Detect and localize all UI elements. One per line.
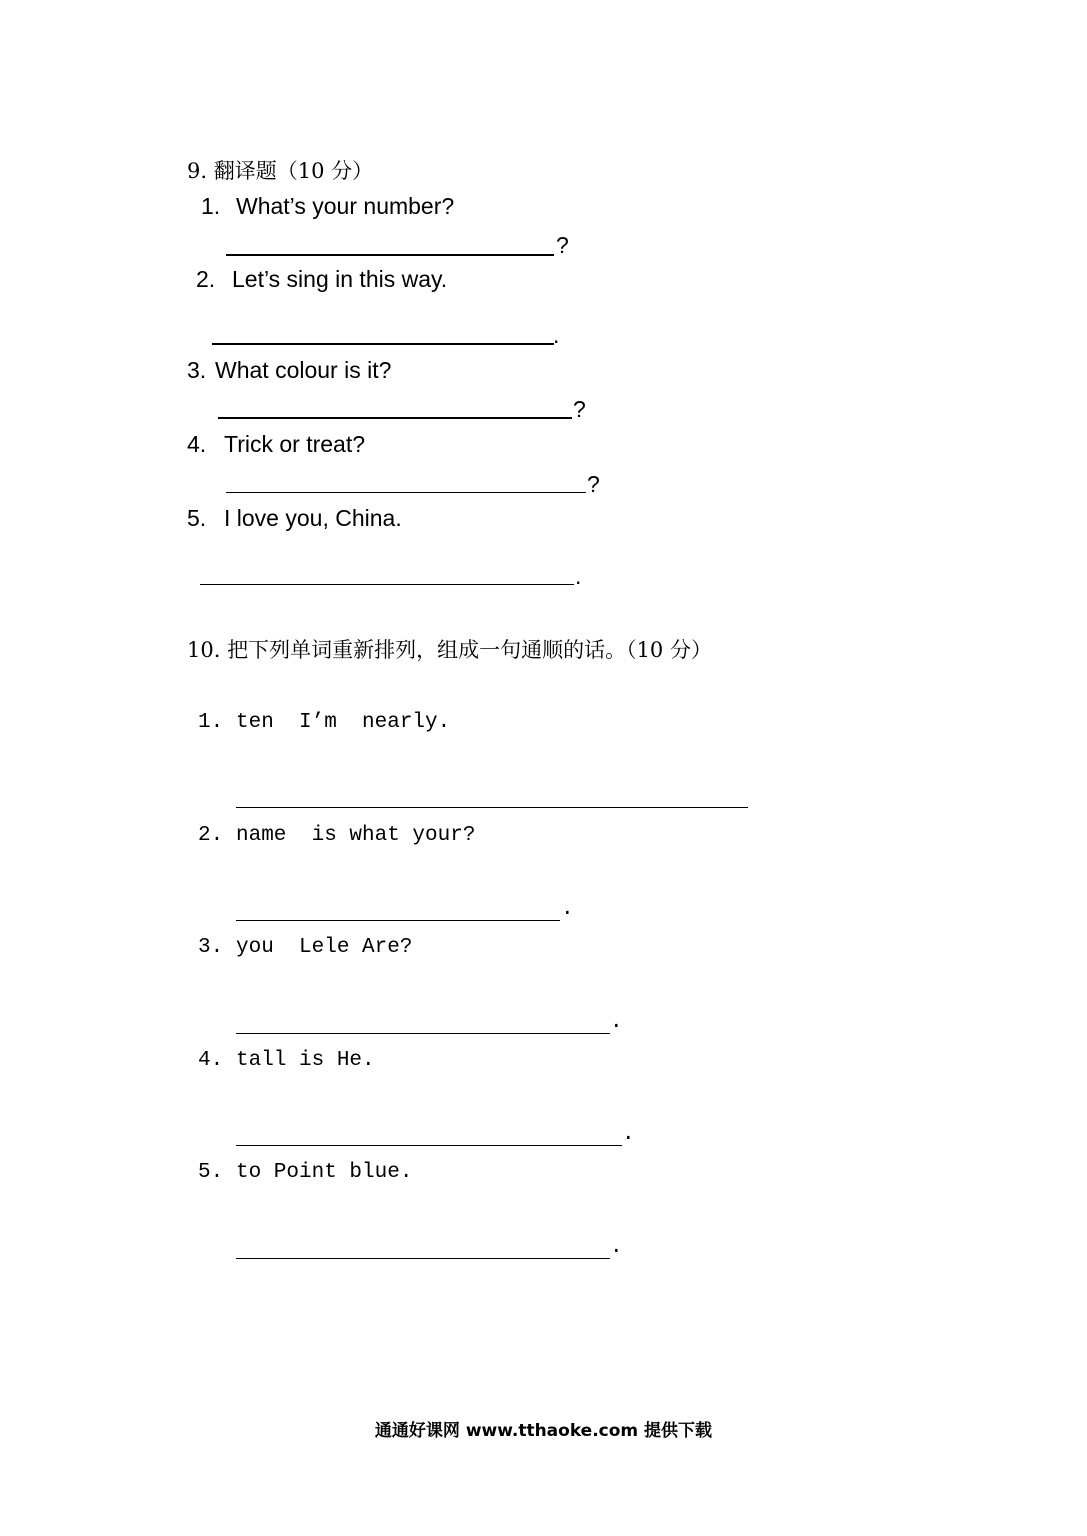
q9-2-number: 2. [196,266,216,292]
q10-4-end-mark: . [622,1123,635,1146]
q10-4-text: tall is He. [236,1049,375,1072]
section-9-title: 9. 翻译题（10 分） [187,159,374,183]
q10-1-answer-line[interactable] [236,807,748,808]
q9-4-number: 4. [187,431,207,457]
q10-5-text: to Point blue. [236,1161,413,1184]
q9-2-text: Let’s sing in this way. [232,266,448,292]
q10-4-answer-line[interactable] [236,1145,622,1146]
q10-3-number: 3. [198,936,224,959]
q9-4-text: Trick or treat? [224,431,366,457]
q10-2-text: name is what your? [236,824,476,847]
q10-3-text: you Lele Are? [236,936,413,959]
q10-1-number: 1. [198,711,224,734]
q9-3-text: What colour is it? [215,357,392,383]
q9-2-end-mark: . [553,322,560,348]
q9-2-answer-line[interactable] [212,343,554,345]
q10-3-end-mark: . [610,1011,623,1034]
section-10-title: 10. 把下列单词重新排列，组成一句通顺的话。（10 分） [187,638,712,662]
q10-1-text: ten I’m nearly. [236,711,451,734]
q9-5-end-mark: . [575,563,582,589]
q9-5-answer-line[interactable] [200,584,574,585]
q9-5-number: 5. [187,505,207,531]
q10-5-number: 5. [198,1161,224,1184]
footer-credit: 通通好课网 www.tthaoke.com 提供下载 [374,1421,713,1441]
q10-4-number: 4. [198,1049,224,1072]
q10-3-answer-line[interactable] [236,1033,610,1034]
q10-2-end-mark: . [561,898,574,921]
q10-5-answer-line[interactable] [236,1258,610,1259]
q9-1-end-mark: ? [556,232,569,258]
q9-1-text: What’s your number? [236,193,455,219]
q9-4-answer-line[interactable] [226,492,586,493]
q9-3-answer-line[interactable] [218,417,572,419]
q9-1-number: 1. [201,193,221,219]
q10-2-answer-line[interactable] [236,920,560,921]
q9-1-answer-line[interactable] [226,254,554,256]
q9-4-end-mark: ? [587,471,600,497]
q10-2-number: 2. [198,824,224,847]
q9-5-text: I love you, China. [224,505,402,531]
q9-3-number: 3. [187,357,207,383]
q9-3-end-mark: ? [573,396,586,422]
q10-5-end-mark: . [610,1236,623,1259]
